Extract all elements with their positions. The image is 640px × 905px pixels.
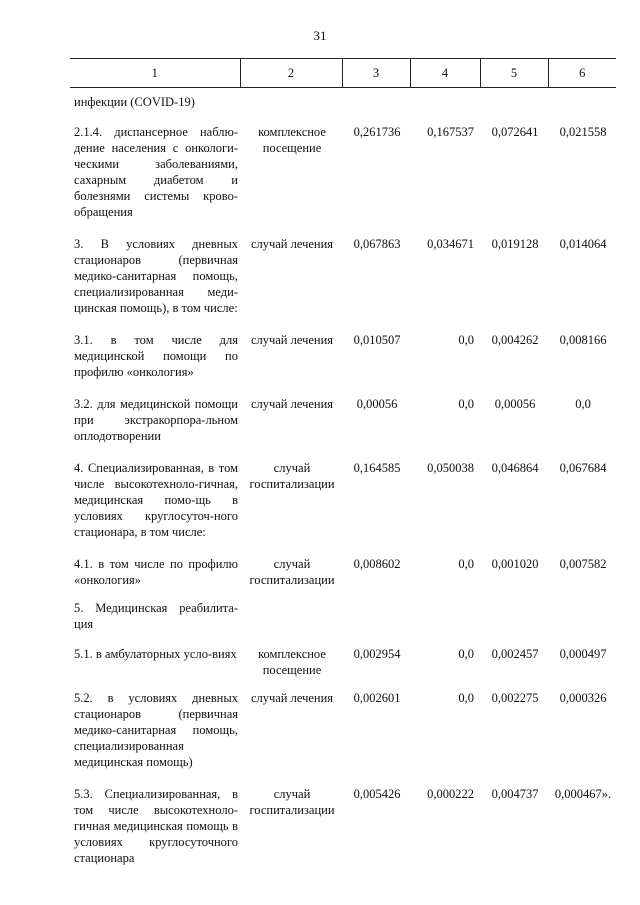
row-value-col4: 0,0 <box>458 557 474 571</box>
table-row <box>70 444 616 540</box>
row-value-col6: 0,014064 <box>559 237 607 251</box>
row-value-col3: 0,002601 <box>353 691 401 705</box>
table-row <box>70 678 616 770</box>
row-value-col3: 0,008602 <box>353 557 401 571</box>
row-name-cell: инфекции (COVID-19) <box>74 95 195 109</box>
row-name-cell: 3.1. в том числе для медицинской помощи по профилю «онкология» <box>74 333 238 379</box>
row-value-col3: 0,261736 <box>353 125 401 139</box>
row-value-col6: 0,067684 <box>559 461 607 475</box>
row-name-cell: 2.1.4. диспансерное наблю-дение населения с онкологи-ческими заболеваниями, сахарным диабетом и болезнями системы крово-обращения <box>74 125 238 219</box>
row-unit-cell: случай лечения <box>250 237 334 251</box>
row-value-col5: 0,004737 <box>491 787 539 801</box>
row-unit-cell: комплексное посещение <box>258 647 326 677</box>
row-value-col4: 0,000222 <box>427 787 474 801</box>
row-value-col5: 0,00056 <box>494 397 536 411</box>
row-value-col6 <box>548 588 616 632</box>
row-name-cell: 3.2. для медицинской помощи при экстракорпора-льном оплодотворении <box>74 397 238 443</box>
row-value-col5 <box>480 588 548 632</box>
row-unit-cell <box>240 588 342 632</box>
row-value-col3: 0,067863 <box>353 237 401 251</box>
column-header-1: 1 <box>70 59 240 88</box>
table-row <box>70 540 616 588</box>
row-value-col3: 0,002954 <box>353 647 401 661</box>
row-name-cell: 3. В условиях дневных стационаров (первичная медико-санитарная помощь, специализированная меди-цинская помощь), в том числе: <box>74 237 238 315</box>
table-header-row <box>70 59 616 88</box>
table-row <box>70 316 616 380</box>
row-name-cell: 4. Специализированная, в том числе высокотехноло-гичная, медицинская помо-щь в условиях круглосуточ-ного стационара, в том числе: <box>74 461 238 539</box>
row-unit-cell: случай лечения <box>250 397 334 411</box>
row-value-col6: 0,021558 <box>559 125 607 139</box>
row-value-col6: 0,000467». <box>554 787 612 801</box>
row-value-col4: 0,034671 <box>427 237 474 251</box>
row-value-col5: 0,001020 <box>491 557 539 571</box>
row-value-col4: 0,0 <box>458 647 474 661</box>
row-name-cell: 5.1. в амбулаторных усло-виях <box>74 647 237 661</box>
row-value-col4: 0,167537 <box>427 125 474 139</box>
row-value-col6: 0,008166 <box>559 333 607 347</box>
row-unit-cell: случай лечения <box>250 691 334 705</box>
row-value-col6 <box>548 88 616 111</box>
page-number: 31 <box>313 28 327 43</box>
column-header-2: 2 <box>240 59 342 88</box>
table-row <box>70 770 616 866</box>
row-value-col5: 0,004262 <box>491 333 539 347</box>
table-row <box>70 88 616 111</box>
row-value-col5: 0,019128 <box>491 237 539 251</box>
table-row <box>70 632 616 678</box>
row-value-col6: 0,007582 <box>559 557 607 571</box>
table-row <box>70 588 616 632</box>
row-unit-cell: случай госпитализации <box>249 787 335 817</box>
row-value-col4: 0,0 <box>458 397 474 411</box>
row-name-cell: 5.3. Специализированная, в том числе высокотехноло-гичная медицинская помощь в условиях круглосуточного стационара <box>74 787 238 865</box>
row-name-cell: 5. Медицинская реабилита-ция <box>74 601 238 631</box>
row-value-col3: 0,010507 <box>353 333 401 347</box>
row-value-col3 <box>342 588 410 632</box>
row-value-col3 <box>342 88 410 111</box>
row-value-col5: 0,072641 <box>491 125 539 139</box>
row-name-cell: 4.1. в том числе по профилю «онкология» <box>74 557 238 587</box>
row-value-col4 <box>410 88 480 111</box>
row-value-col4: 0,0 <box>458 691 474 705</box>
row-value-col6: 0,0 <box>575 397 591 411</box>
row-value-col3: 0,00056 <box>356 397 398 411</box>
volume-table <box>70 58 616 866</box>
row-unit-cell: случай госпитализации <box>249 461 335 491</box>
row-value-col4: 0,0 <box>458 333 474 347</box>
row-value-col4: 0,050038 <box>427 461 474 475</box>
table-row <box>70 110 616 220</box>
row-unit-cell: комплексное посещение <box>258 125 326 155</box>
row-value-col5: 0,002275 <box>491 691 539 705</box>
row-value-col3: 0,005426 <box>353 787 401 801</box>
row-value-col5 <box>480 88 548 111</box>
row-value-col6: 0,000497 <box>559 647 607 661</box>
row-value-col5: 0,046864 <box>491 461 539 475</box>
row-unit-cell: случай лечения <box>250 333 334 347</box>
row-value-col4 <box>410 588 480 632</box>
column-header-5: 5 <box>480 59 548 88</box>
column-header-3: 3 <box>342 59 410 88</box>
column-header-6: 6 <box>548 59 616 88</box>
row-value-col5: 0,002457 <box>491 647 539 661</box>
row-name-cell: 5.2. в условиях дневных стационаров (первичная медико-санитарная помощь, специализированная медицинская помощь) <box>74 691 238 769</box>
column-header-4: 4 <box>410 59 480 88</box>
row-value-col6: 0,000326 <box>559 691 607 705</box>
table-row <box>70 380 616 444</box>
table-row <box>70 220 616 316</box>
row-value-col3: 0,164585 <box>353 461 401 475</box>
row-unit-cell: случай госпитализации <box>249 557 335 587</box>
row-unit-cell <box>240 88 342 111</box>
